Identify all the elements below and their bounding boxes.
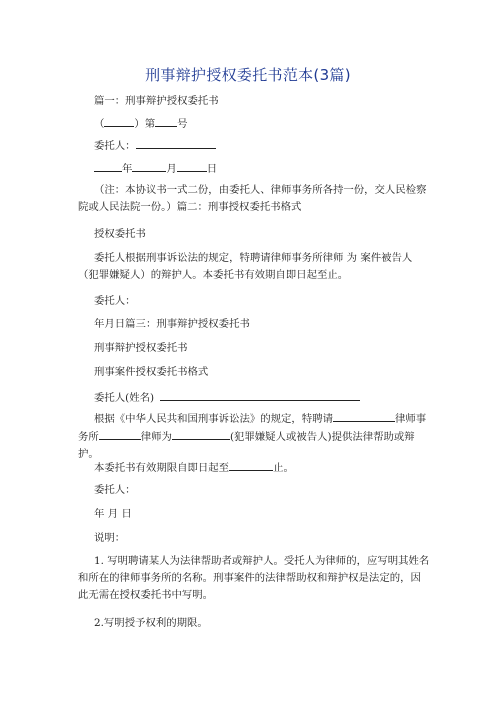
client-name-line	[94, 389, 360, 405]
year-label: 年	[122, 163, 133, 175]
lawyer-blank	[99, 428, 141, 440]
date-line-2: 年 月 日	[94, 508, 132, 520]
client-signature-line-1	[94, 137, 216, 153]
appointment-paragraph	[78, 410, 430, 463]
client-name-blank	[160, 389, 360, 401]
subheading-defense-authorization: 刑事辩护授权委托书	[94, 342, 188, 354]
number-blank	[155, 115, 177, 127]
explanation-heading: 说明：	[94, 532, 126, 544]
client-label: 委托人：	[94, 140, 136, 152]
section-heading-1: 篇一：刑事辩护授权委托书	[94, 95, 219, 107]
client-name-label: 委托人(姓名)	[94, 392, 155, 404]
validity-line	[94, 459, 294, 475]
number-middle: ）第	[134, 118, 156, 130]
month-label: 月	[166, 163, 177, 175]
client-blank	[136, 137, 216, 149]
explanation-item-1: 1. 写明聘请某人为法律帮助者或辩护人。受托人为律师的，应写明其姓名和所在的律师事务所的名称。刑事案件的法律帮助权和辩护权是法定的，因此无需在授权委托书中写明。	[78, 555, 430, 601]
month-value-blank	[132, 160, 166, 172]
note-paragraph: （注：本协议书一式二份，由委托人、律师事务所各持一份，交人民检察院或人民法院一份。）篇二：刑事授权委托书格式	[78, 184, 427, 213]
validity-text: 本委托书有效期限自即日起至	[94, 462, 230, 474]
validity-end: 止。	[273, 462, 294, 474]
date-line-1	[94, 160, 217, 176]
year-value-blank	[94, 160, 122, 172]
day-value-blank	[177, 160, 207, 172]
law-firm-blank	[333, 410, 395, 422]
day-label: 日	[206, 163, 218, 175]
number-open-paren: （	[94, 118, 105, 130]
subheading-case-authorization-format: 刑事案件授权委托书格式	[94, 366, 209, 378]
explanation-item-2: 2.写明授予权利的期限。	[94, 617, 208, 629]
appointment-text-d: (犯罪嫌疑人或被告人)提供法律帮助或辩护。	[78, 431, 415, 460]
document-number-line	[94, 115, 188, 131]
suspect-blank	[172, 428, 230, 440]
validity-end-blank	[229, 459, 273, 471]
appointment-text-a: 根据《中华人民共和国刑事诉讼法》的规定，特聘请	[94, 413, 333, 425]
appointment-text-b: 律师事务所	[78, 413, 427, 443]
client-signature-line-3: 委托人：	[94, 484, 136, 496]
document-title: 刑事辩护授权委托书范本(3篇)	[145, 66, 351, 84]
number-suffix: 号	[177, 118, 188, 130]
authorization-paragraph: 委托人根据刑事诉讼法的规定，特聘请律师事务所律师 为 案件被告人（犯罪嫌疑人）的辩护人。本委托书有效期自即日起至止。	[78, 252, 413, 281]
client-signature-line-2: 委托人：	[94, 295, 136, 307]
section-heading-3: 年月日篇三：刑事辩护授权委托书	[94, 318, 250, 330]
section-heading-2: 授权委托书	[94, 228, 146, 240]
year-blank	[104, 115, 134, 127]
appointment-text-c: 律师为	[140, 431, 172, 443]
